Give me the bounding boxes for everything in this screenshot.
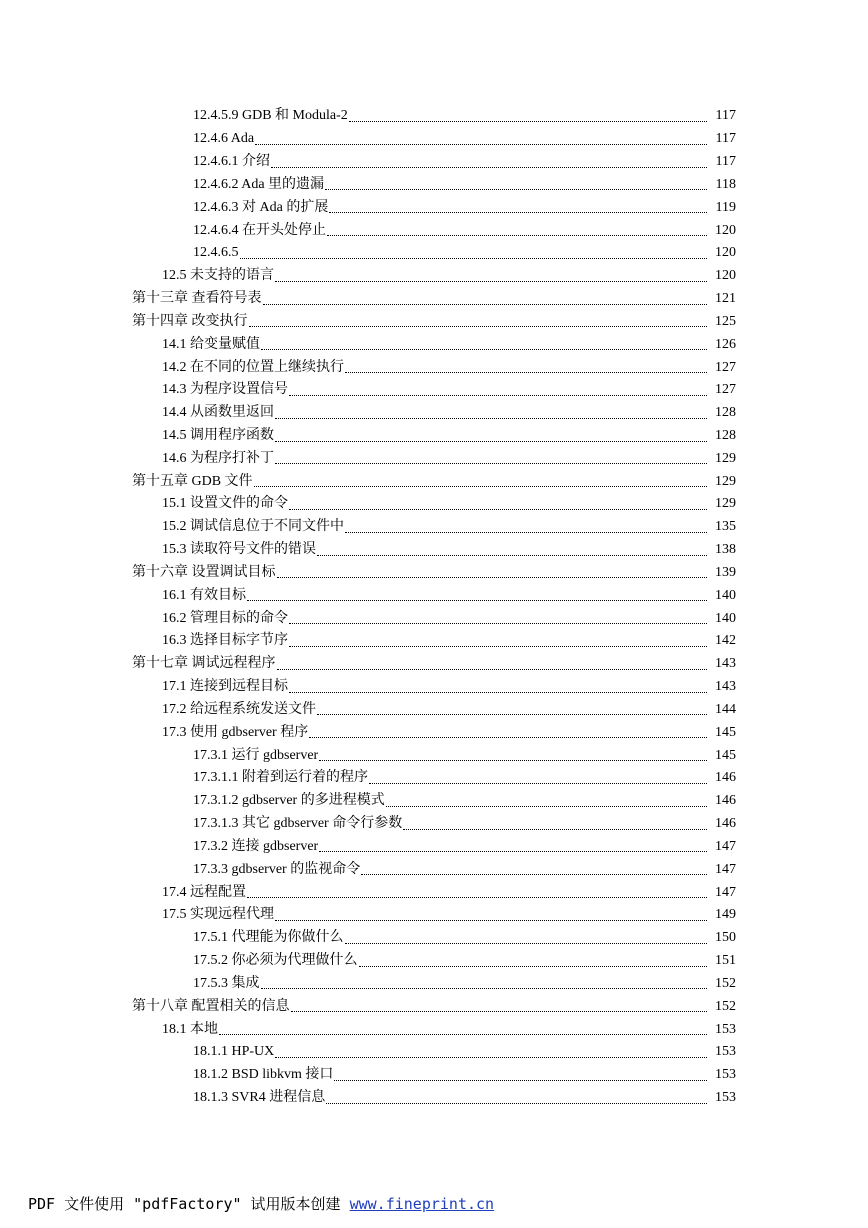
toc-entry-title: 12.4.6.2 Ada 里的遗漏 (193, 176, 325, 192)
toc-entry-title: 第十七章 调试远程程序 (132, 656, 276, 672)
footer-text: PDF 文件使用 "pdfFactory" 试用版本创建 (28, 1195, 350, 1213)
toc-entry-page: 125 (715, 313, 736, 329)
toc-entry-title: 17.3.1.1 附着到运行着的程序 (193, 770, 368, 786)
toc-entry-title: 17.3.1.3 其它 gdbserver 命令行参数 (193, 816, 403, 832)
toc-entry-page: 135 (715, 519, 736, 535)
toc-entry[interactable] (0, 128, 868, 151)
toc-entry-title: 第十五章 GDB 文件 (132, 473, 253, 489)
toc-entry-page: 149 (715, 907, 736, 923)
dot-leader (325, 171, 707, 190)
toc-entry-page: 147 (715, 838, 736, 854)
toc-entry-page: 120 (715, 222, 736, 238)
toc-entry-page: 120 (715, 268, 736, 284)
toc-entry[interactable] (0, 721, 868, 744)
dot-leader (326, 1085, 707, 1104)
toc-entry-title: 17.3 使用 gdbserver 程序 (162, 724, 309, 740)
toc-entry-page: 126 (715, 336, 736, 352)
toc-entry-title: 第十四章 改变执行 (132, 313, 248, 329)
dot-leader (369, 765, 707, 784)
toc-entry[interactable] (0, 562, 868, 585)
toc-entry-title: 14.4 从函数里返回 (162, 405, 274, 421)
toc-entry-title: 12.4.6.5 (193, 245, 239, 261)
toc-entry-title: 17.5.3 集成 (193, 975, 260, 991)
dot-leader (249, 308, 708, 327)
toc-entry[interactable] (0, 813, 868, 836)
toc-entry-title: 17.3.2 连接 gdbserver (193, 838, 319, 854)
toc-entry[interactable] (0, 1041, 868, 1064)
dot-leader (317, 537, 707, 556)
toc-entry[interactable] (0, 836, 868, 859)
toc-entry-title: 15.3 读取符号文件的错误 (162, 542, 316, 558)
toc-entry-page: 118 (715, 176, 736, 192)
toc-entry-page: 147 (715, 861, 736, 877)
toc-entry-title: 14.5 调用程序函数 (162, 428, 274, 443)
toc-entry-title: 18.1.1 HP-UX (193, 1044, 275, 1060)
dot-leader (275, 263, 707, 282)
toc-entry-page: 146 (715, 793, 736, 809)
dot-leader (275, 445, 707, 464)
toc-entry[interactable] (0, 607, 868, 630)
dot-leader (317, 696, 707, 715)
toc-entry[interactable] (0, 447, 868, 470)
toc-entry-title: 17.5 实现远程代理 (162, 907, 274, 923)
toc-entry[interactable] (0, 196, 868, 219)
toc-entry-title: 14.6 为程序打补丁 (162, 450, 274, 466)
toc-entry-title: 第十三章 查看符号表 (132, 291, 262, 307)
toc-entry[interactable] (0, 539, 868, 562)
dot-leader (275, 902, 707, 921)
toc-entry-page: 145 (715, 747, 736, 763)
dot-leader (289, 605, 707, 624)
dot-leader (361, 856, 707, 875)
toc-entry-title: 17.5.2 你必须为代理做什么 (193, 953, 358, 969)
dot-leader (345, 514, 707, 533)
dot-leader (403, 811, 707, 830)
toc-entry-title: 18.1 本地 (162, 1021, 218, 1037)
dot-leader (319, 833, 707, 852)
toc-entry[interactable] (0, 927, 868, 950)
dot-leader (263, 286, 708, 305)
dot-leader (386, 788, 707, 807)
toc-entry-title: 16.2 管理目标的命令 (162, 610, 288, 626)
toc-entry[interactable] (0, 630, 868, 653)
dot-leader (327, 217, 707, 236)
toc-entry-title: 15.2 调试信息位于不同文件中 (162, 519, 344, 535)
toc-entry[interactable] (0, 470, 868, 493)
dot-leader (291, 993, 708, 1012)
toc-entry-title: 12.4.5.9 GDB 和 Modula-2 (193, 108, 348, 124)
toc-entry-title: 17.3.3 gdbserver 的监视命令 (193, 861, 361, 877)
toc-entry-title: 14.1 给变量赋值 (162, 336, 260, 352)
toc-entry[interactable] (0, 242, 868, 265)
toc-entry[interactable] (0, 699, 868, 722)
dot-leader (277, 651, 708, 670)
toc-entry[interactable] (0, 1064, 868, 1087)
toc-entry-page: 144 (715, 701, 736, 717)
dot-leader (254, 468, 707, 487)
toc-entry-page: 127 (715, 359, 736, 375)
toc-entry-page: 117 (715, 154, 736, 170)
dot-leader (289, 628, 707, 647)
toc-entry-page: 129 (715, 496, 736, 512)
toc-entry-title: 17.3.1.2 gdbserver 的多进程模式 (193, 793, 385, 809)
toc-entry-title: 17.4 远程配置 (162, 884, 246, 900)
toc-entry[interactable] (0, 219, 868, 242)
toc-entry-page: 153 (715, 1067, 736, 1083)
toc-entry-title: 16.3 选择目标字节序 (162, 633, 288, 649)
dot-leader (289, 377, 707, 396)
toc-entry-page: 146 (715, 816, 736, 832)
dot-leader (247, 879, 707, 898)
toc-entry-title: 12.4.6 Ada (193, 131, 255, 147)
toc-entry-title: 12.5 未支持的语言 (162, 268, 274, 284)
toc-entry[interactable] (0, 1018, 868, 1041)
toc-entry[interactable] (0, 425, 868, 448)
toc-entry-page: 129 (715, 450, 736, 466)
toc-entry-page: 121 (715, 291, 736, 307)
toc-entry[interactable] (0, 379, 868, 402)
toc-entry-title: 第十六章 设置调试目标 (132, 564, 276, 580)
dot-leader (309, 719, 707, 738)
toc-entry-page: 119 (715, 199, 736, 215)
toc-entry[interactable] (0, 151, 868, 174)
toc-entry-page: 129 (715, 473, 736, 489)
dot-leader (289, 674, 707, 693)
toc-entry-page: 139 (715, 564, 736, 580)
toc-entry-title: 12.4.6.3 对 Ada 的扩展 (193, 199, 329, 215)
toc-entry-title: 15.1 设置文件的命令 (162, 496, 288, 512)
dot-leader (271, 149, 707, 168)
dot-leader (275, 400, 707, 419)
dot-leader (247, 582, 707, 601)
toc-entry[interactable] (0, 858, 868, 881)
toc-entry[interactable] (0, 310, 868, 333)
toc-entry-title: 12.4.6.1 介绍 (193, 154, 270, 170)
toc-entry-page: 143 (715, 679, 736, 695)
toc-entry-page: 146 (715, 770, 736, 786)
table-of-contents (0, 105, 868, 1109)
toc-entry-title: 14.2 在不同的位置上继续执行 (162, 359, 344, 375)
toc-entry[interactable] (0, 767, 868, 790)
dot-leader (275, 1039, 707, 1058)
toc-entry[interactable] (0, 265, 868, 288)
toc-entry[interactable] (0, 1087, 868, 1110)
toc-entry[interactable] (0, 972, 868, 995)
toc-entry[interactable] (0, 904, 868, 927)
dot-leader (329, 194, 707, 213)
toc-entry[interactable] (0, 676, 868, 699)
toc-entry[interactable] (0, 356, 868, 379)
toc-entry-page: 127 (715, 382, 736, 398)
toc-entry-page: 117 (715, 131, 736, 147)
dot-leader (289, 491, 707, 510)
dot-leader (219, 1016, 707, 1035)
toc-entry[interactable] (0, 653, 868, 676)
dot-leader (240, 240, 708, 259)
toc-entry-page: 147 (715, 884, 736, 900)
toc-entry-title: 12.4.6.4 在开头处停止 (193, 222, 326, 238)
toc-entry-title: 17.2 给远程系统发送文件 (162, 701, 316, 717)
dot-leader (345, 925, 708, 944)
toc-entry-page: 117 (715, 108, 736, 124)
toc-entry-page: 120 (715, 245, 736, 261)
toc-entry-title: 17.3.1 运行 gdbserver (193, 747, 319, 763)
dot-leader (345, 354, 707, 373)
toc-entry[interactable] (0, 333, 868, 356)
toc-entry-page: 152 (715, 998, 736, 1014)
toc-entry-page: 151 (715, 953, 736, 969)
dot-leader (319, 742, 707, 761)
toc-entry-title: 18.1.3 SVR4 进程信息 (193, 1090, 326, 1106)
dot-leader (277, 559, 708, 578)
toc-entry-page: 150 (715, 930, 736, 946)
toc-entry-page: 128 (715, 405, 736, 421)
toc-entry-page: 128 (715, 428, 736, 443)
toc-entry-page: 145 (715, 724, 736, 740)
dot-leader (334, 1062, 707, 1081)
toc-entry[interactable] (0, 173, 868, 196)
toc-entry-page: 153 (715, 1090, 736, 1106)
toc-entry-page: 143 (715, 656, 736, 672)
toc-entry-title: 18.1.2 BSD libkvm 接口 (193, 1067, 334, 1083)
toc-entry-page: 138 (715, 542, 736, 558)
dot-leader (275, 423, 707, 442)
toc-entry[interactable] (0, 584, 868, 607)
toc-entry[interactable] (0, 881, 868, 904)
dot-leader (349, 103, 707, 122)
toc-entry-title: 14.3 为程序设置信号 (162, 382, 288, 398)
dot-leader (261, 331, 707, 350)
dot-leader (359, 948, 708, 967)
toc-entry-page: 152 (715, 975, 736, 991)
toc-entry[interactable] (0, 995, 868, 1018)
toc-entry[interactable] (0, 744, 868, 767)
dot-leader (255, 126, 707, 145)
toc-entry-title: 第十八章 配置相关的信息 (132, 998, 290, 1014)
dot-leader (261, 970, 708, 989)
footer-link[interactable]: www.fineprint.cn (349, 1195, 495, 1213)
toc-entry[interactable] (0, 105, 868, 128)
toc-entry-page: 153 (715, 1044, 736, 1060)
toc-entry[interactable] (0, 516, 868, 539)
toc-entry-page: 140 (715, 610, 736, 626)
toc-entry-title: 17.1 连接到远程目标 (162, 679, 288, 695)
toc-entry-title: 16.1 有效目标 (162, 587, 246, 603)
toc-entry[interactable] (0, 288, 868, 311)
toc-entry-page: 153 (715, 1021, 736, 1037)
toc-entry[interactable] (0, 950, 868, 973)
toc-entry-page: 142 (715, 633, 736, 649)
toc-entry[interactable] (0, 402, 868, 425)
toc-entry-page: 140 (715, 587, 736, 603)
pdf-footer (28, 1194, 494, 1214)
toc-entry[interactable] (0, 790, 868, 813)
toc-entry[interactable] (0, 493, 868, 516)
toc-entry-title: 17.5.1 代理能为你做什么 (193, 930, 344, 946)
